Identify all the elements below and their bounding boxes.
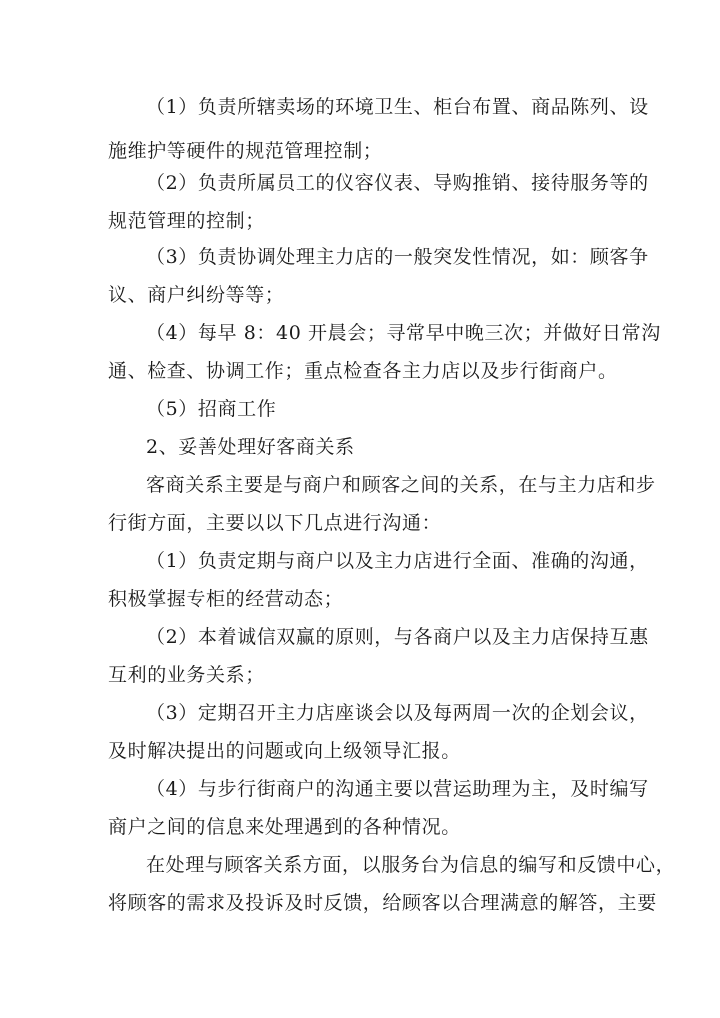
text-line: （2）本着诚信双赢的原则，与各商户以及主力店保持互惠 (146, 626, 649, 648)
text-line: 2、妥善处理好客商关系 (146, 436, 355, 458)
text-line: 行街方面，主要以以下几点进行沟通： (108, 512, 442, 534)
text-line: 将顾客的需求及投诉及时反馈，给顾客以合理满意的解答，主要 (108, 892, 657, 914)
text-line: （1）负责所辖卖场的环境卫生、柜台布置、商品陈列、设 (146, 96, 649, 118)
text-line: 规范管理的控制； (108, 210, 265, 232)
text-line: （2）负责所属员工的仪容仪表、导购推销、接待服务等的 (146, 172, 649, 194)
text-line: 客商关系主要是与商户和顾客之间的关系，在与主力店和步 (146, 474, 656, 496)
text-line: （4）每早 8：40 开晨会；寻常早中晚三次；并做好日常沟 (146, 322, 661, 344)
text-line: 施维护等硬件的规范管理控制； (108, 140, 383, 162)
text-line: 互利的业务关系； (108, 664, 265, 686)
text-line: 积极掌握专柜的经营动态； (108, 588, 344, 610)
text-line: （4）与步行街商户的沟通主要以营运助理为主，及时编写 (146, 778, 649, 800)
text-line: （5）招商工作 (146, 398, 277, 420)
text-line: 议、商户纠纷等等； (108, 284, 285, 306)
text-line: 在处理与顾客关系方面，以服务台为信息的编写和反馈中心， (146, 854, 676, 876)
text-line: （3）负责协调处理主力店的一般突发性情况，如：顾客争 (146, 246, 649, 268)
text-line: （3）定期召开主力店座谈会以及每两周一次的企划会议， (146, 702, 649, 724)
text-line: 及时解决提出的问题或向上级领导汇报。 (108, 740, 461, 762)
text-line: （1）负责定期与商户以及主力店进行全面、准确的沟通， (146, 550, 649, 572)
text-line: 通、检查、协调工作；重点检查各主力店以及步行街商户。 (108, 360, 618, 382)
text-line: 商户之间的信息来处理遇到的各种情况。 (108, 816, 461, 838)
